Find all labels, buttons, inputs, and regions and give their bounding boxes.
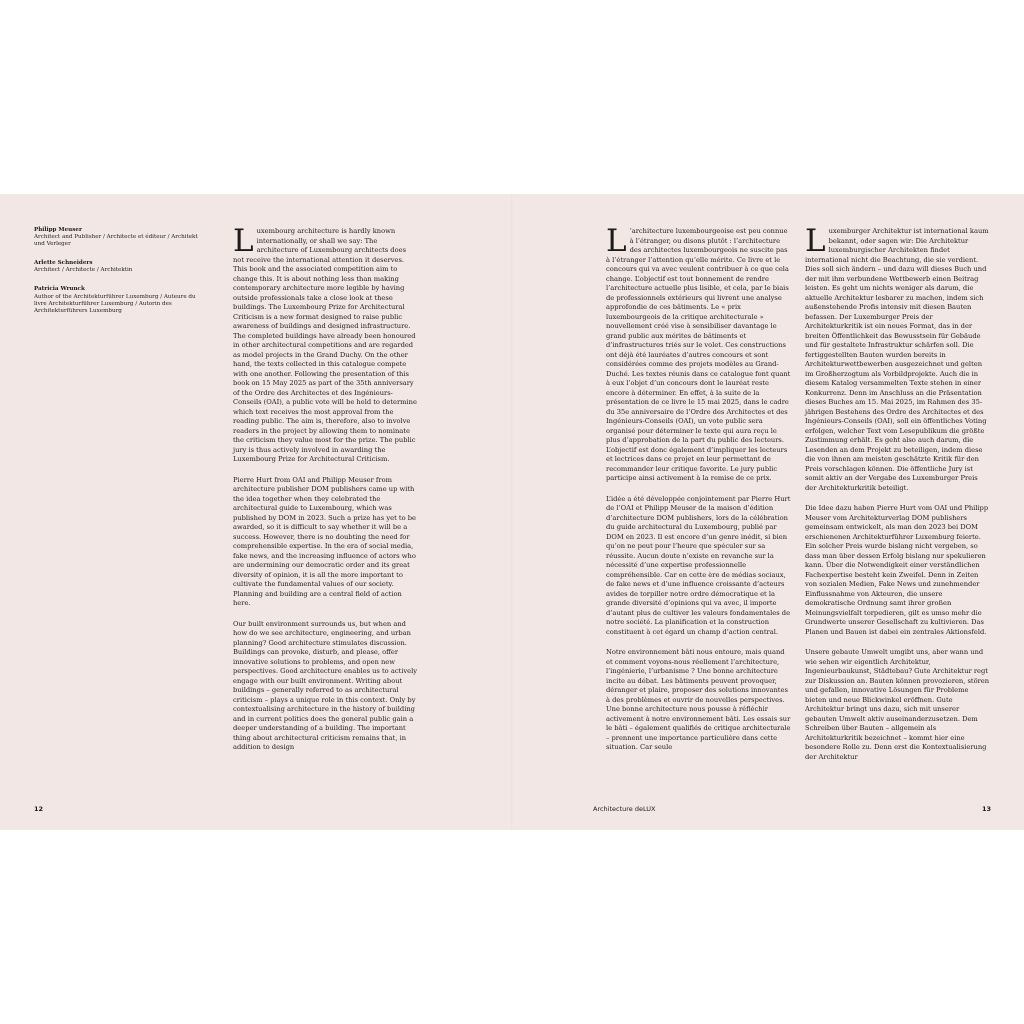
french-paragraph-3: Notre environnement bâti nous entoure, mais quand et comment voyons-nous réellement l’architecture, l’ingénierie, l’urbanisme ? Une bonne architecture incite au débat. Les bâtiments peuvent provoquer, déranger et plaire, proposer des solutions innovantes à des problèmes et ouvrir de nouvelles perspectives. Une bonne architecture nous pousse à réfléchir activement à notre environnement bâti. Les essais sur le bâti – également qualifiés de critique architecturale – prennent une importance particulière dans cette situation. Car seule [606, 648, 791, 751]
english-paragraph-1 [233, 223, 419, 465]
page-number-right: 13 [982, 805, 992, 813]
running-head: Architecture deLUX [593, 805, 656, 813]
author-entry [34, 227, 204, 248]
author-name: Patricia Wrunck [34, 286, 85, 293]
drop-cap: L [606, 223, 627, 259]
german-column [805, 223, 991, 773]
gutter-shadow [511, 194, 513, 830]
paragraph-text: uxembourg architecture is hardly known internationally, or shall we say: The architecture of Luxembourg architects does not receive the international attention it deserves. This book and the associated competition aim to change this. It is about nothing less than making contemporary architecture more legible by having outside professionals take a close look at these buildings. The Luxembourg Prize for Architectural Criticism is a new format designed to raise public awareness of buildings and designed infrastructure. The completed buildings have already been honoured in other architectural competitions and are regarded as model projects in the Grand Duchy. On the other hand, the texts collected in this catalogue compete with one another. Following the presentation of this book on 15 May 2025 as part of the 35th anniversary of the Ordre des Architectes et des Ingénieurs-Conseils (OAI), a public vote will be held to determine which text receives the most approval from the reading public. The aim is, therefore, also to involve readers in the project by allowing them to nominate the criticism they value most for the prize. The public jury is thus actively involved in awarding the Luxembourg Prize for Architectural Criticism. [233, 227, 417, 463]
german-paragraph-2: Die Idee dazu haben Pierre Hurt vom OAI und Philipp Meuser vom Architekturverlag DOM publishers gemeinsam entwickelt, als man den 2023 bei DOM erschienenen Architekturführer Luxemburg feierte. Ein solcher Preis wurde bislang nicht vergeben, so dass man über dessen Erfolg bislang nur spekulieren kann. Über die Notwendigkeit einer verständlichen Fachexpertise besteht kein Zweifel. Denn in Zeiten von sozialen Medien, Fake News und zunehmender Einflussnahme von Akteuren, die unsere demokratische Ordnung samt ihrer großen Meinungsvielfalt torpedieren, gilt es umso mehr die Grundwerte unserer Gesellschaft zu kultivieren. Das Planen und Bauen ist dabei ein zentrales Aktionsfeld. [805, 504, 989, 636]
english-paragraph-2: Pierre Hurt from OAI and Philipp Meuser from architecture publisher DOM publishers came up with the idea together when they celebrated the architectural guide to Luxembourg, which was published by DOM in 2023. Such a prize has yet to be awarded, so it is difficult to say whether it will be a success. However, there is no doubting the need for comprehensible expertise. In the era of social media, fake news, and the increasing influence of actors who are undermining our democratic order and its great diversity of opinion, it is all the more important to cultivate the fundamental values of our society. Planning and building are a central field of action here. [233, 475, 416, 607]
page-number-left: 12 [34, 805, 44, 813]
book-spread [0, 194, 1024, 830]
author-role: Architect / Architecte / Architektin [34, 267, 133, 274]
english-paragraph-3: Our built environment surrounds us, but when and how do we see architecture, engineering, and urban planning? Good architecture stimulates discussion. Buildings can provoke, disturb, and please, offer innovative solutions to problems, and open new perspectives. Good architecture enables us to actively engage with our built environment. Writing about buildings – generally referred to as architectural criticism – plays a unique role in this context. Only by contextualising architecture in the history of building and in current politics does the general public gain a deeper understanding of a building. The important thing about architectural criticism remains that, in addition to design [233, 619, 418, 751]
drop-cap: L [805, 223, 826, 259]
author-list [34, 227, 204, 327]
author-name: Arlette Schneiders [34, 260, 93, 267]
author-name: Philipp Meuser [34, 227, 82, 233]
author-role: Author of the Architekturführer Luxemburg / Auteure du livre Architekturführer Luxemburg / Autorin des Architekturführers Luxemburg [34, 293, 196, 314]
paragraph-text: uxemburger Architektur ist international kaum bekannt, oder sagen wir: Die Architektur luxemburgischer Architekten findet international nicht die Beachtung, die sie verdient. Dies soll sich ändern – und dazu will dieses Buch und der mit ihm verbundene Wettbewerb einen Beitrag leisten. Es geht um nichts weniger als darum, die aktuelle Architektur lesbarer zu machen, indem sich außenstehende Profis intensiv mit diesen Bauten befassen. Der Luxemburger Preis der Architekturkritik ist ein neues Format, das in der breiten Öffentlichkeit das Bewusstsein für Gebäude und für gestaltete Infrastruktur schärfen soll. Die fertiggestellten Bauten wurden bereits in Architekturwettbewerben ausgezeichnet und gelten im Großherzogtum als Vorbildprojekte. Auch die in diesem Katalog versammelten Texte stehen in einer Konkurrenz. Denn im Anschluss an die Präsentation dieses Buches am 15. Mai 2025, im Rahmen des 35-jährigen Bestehens des Ordre des Architectes et des Ingénieurs-Conseils (OAI), soll ein öffentliches Voting erfolgen, welcher Text vom Lesepublikum die größte Zustimmung erhält. Es geht also auch darum, die Lesenden an dem Projekt zu beteiligen, indem diese die von ihnen am meisten geschätzte Kritik für den Preis vorschlagen können. Die öffentliche Jury ist somit aktiv an der Vergabe des Luxemburger Preis der Architekturkritik beteiligt. [805, 227, 989, 492]
drop-cap: L [233, 223, 254, 259]
french-paragraph-1 [606, 223, 792, 484]
paragraph-text: ’architecture luxembourgeoise est peu connue à l’étranger, ou disons plutôt : l’architecture des architectes luxembourgeois ne suscite pas à l’étranger l’attention qu’elle mérite. Ce livre et le concours qui va avec veulent contribuer à ce que cela change. L’objectif est tout bonnement de rendre l’architecture actuelle plus lisible, et cela, par le biais de professionnels extérieurs qui livrent une analyse approfondie de ces bâtiments. Le « prix luxembourgeois de la critique architecturale » nouvellement créé vise à sensibiliser davantage le grand public aux mérites de bâtiments et d’infrastructures triés sur le volet. Ces constructions ont déjà été lauréates d’autres concours et sont considérées comme des projets modèles au Grand-Duché. Les textes réunis dans ce catalogue font quant à eux l’objet d’un concours dont le lauréat reste encore à déterminer. En effet, à la suite de la présentation de ce livre le 15 mai 2025, dans le cadre du 35e anniversaire de l’Ordre des Architectes et des Ingénieurs-Conseils (OAI), un vote public sera organisé pour déterminer le texte qui aura reçu le plus d’approbation de la part du public des lecteurs. L’objectif est donc également d’impliquer les lecteurs et lectrices dans ce projet en leur permettant de recommander leur critique favorite. Le jury public participe ainsi activement à la remise de ce prix. [606, 227, 791, 482]
english-column [233, 223, 419, 764]
german-paragraph-3: Unsere gebaute Umwelt umgibt uns, aber wann und wie sehen wir eigentlich Architektur, Ingenieurbaukunst, Städtebau? Gute Architektur regt zur Diskussion an. Bauten können provozieren, stören und gefallen, innovative Lösungen für Probleme bieten und neue Blickwinkel eröffnen. Gute Architektur bringt uns dazu, sich mit unserer gebauten Umwelt aktiv auseinanderzusetzen. Dem Schreiben über Bauten – allgemein als Architekturkritik bezeichnet – kommt hier eine besondere Rolle zu. Denn erst die Kontextualisierung der Architektur [805, 648, 990, 761]
german-paragraph-1 [805, 223, 991, 493]
author-entry [34, 286, 204, 314]
author-entry [34, 260, 204, 274]
french-column [606, 223, 792, 764]
author-role: Architect and Publisher / Architecte et éditeur / Architekt und Verleger [34, 234, 198, 248]
french-paragraph-2: L’idée a été développée conjointement par Pierre Hurt de l’OAI et Philipp Meuser de la maison d’édition d’architecture DOM publishers, lors de la célébration du guide architectural du Luxembourg, publié par DOM en 2023. Il est encore d’un genre inédit, si bien qu’on ne peut pour l’heure que spéculer sur sa réussite. Aucun doute n’existe en revanche sur la nécessité d’une expertise professionnelle compréhensible. Car en cette ère de médias sociaux, de fake news et d’une influence croissante d’acteurs avides de torpiller notre ordre démocratique et la grande diversité d’opinions qui va avec, il importe d’autant plus de cultiver les valeurs fondamentales de notre société. La planification et la construction constituent à cet égard un champ d’action central. [606, 494, 791, 636]
